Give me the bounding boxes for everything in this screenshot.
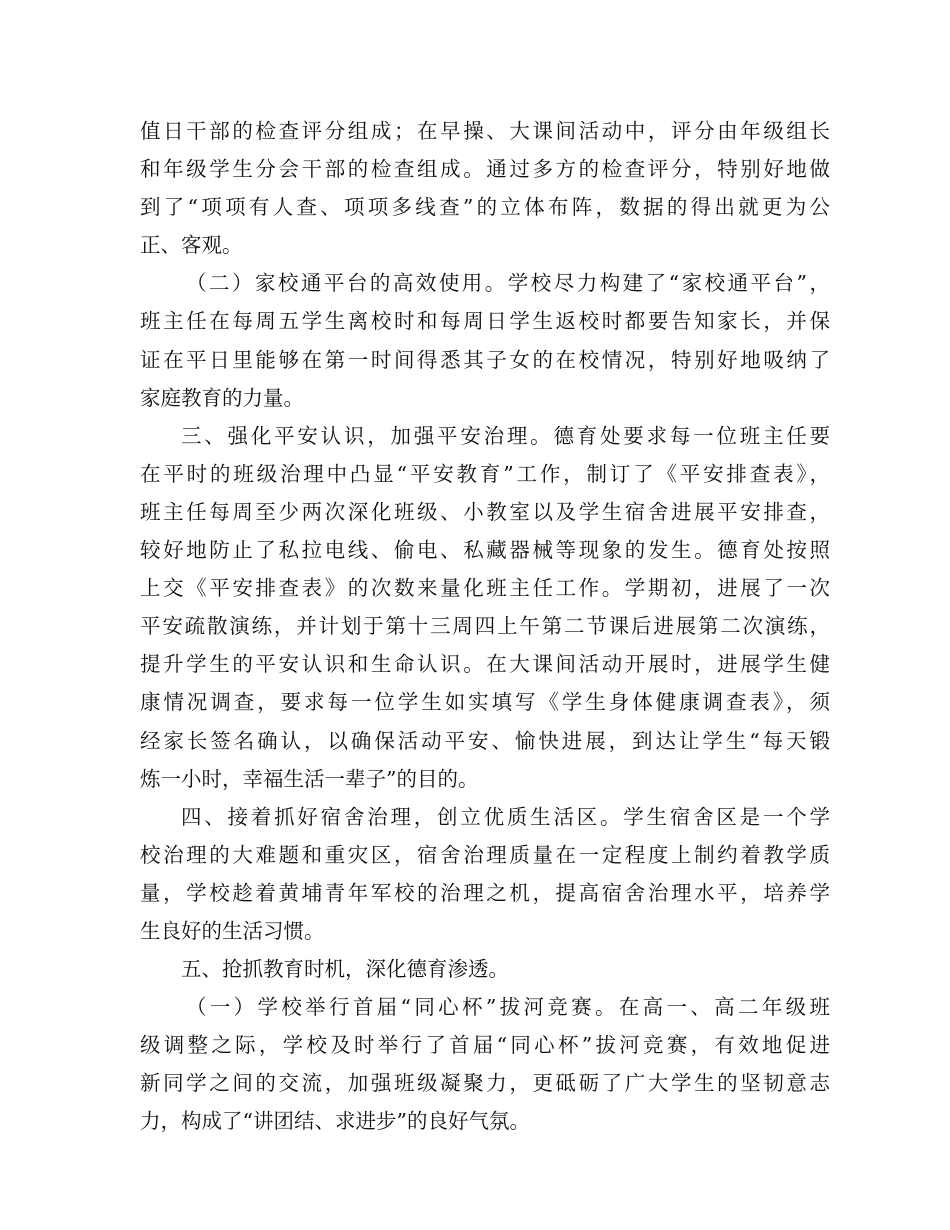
text-line: 值日干部的检查评分组成；在早操、大课间活动中，评分由年级组长 — [140, 119, 830, 143]
text-line: 新同学之间的交流，加强班级凝聚力，更砥砺了广大学生的坚韧意志 — [140, 1071, 830, 1096]
text-line: 到了“项项有人查、项项多线查”的立体布阵，数据的得出就更为公 — [140, 195, 830, 220]
text-line: 家庭教育的力量。 — [140, 385, 304, 410]
text-line: （二）家校通平台的高效使用。学校尽力构建了“家校通平台”， — [186, 271, 830, 296]
text-line: 生良好的生活习惯。 — [140, 918, 325, 943]
text-line: 上交《平安排查表》的次数来量化班主任工作。学期初，进展了一次 — [140, 576, 830, 601]
text-line: 校治理的大难题和重灾区，宿舍治理质量在一定程度上制约着教学质 — [140, 842, 830, 867]
text-line: 康情况调查，要求每一位学生如实填写《学生身体健康调查表》，须 — [140, 690, 830, 715]
text-line: 量，学校趁着黄埔青年军校的治理之机，提高宿舍治理水平，培养学 — [140, 880, 830, 905]
text-line: 经家长签名确认，以确保活动平安、愉快进展，到达让学生“每天锻 — [140, 728, 830, 753]
text-line: 级调整之际，学校及时举行了首届“同心杯”拔河竞赛，有效地促进 — [140, 1033, 830, 1058]
text-line: 和年级学生分会干部的检查组成。通过多方的检查评分，特别好地做 — [140, 157, 830, 182]
paragraph-p5 — [140, 950, 830, 988]
paragraph-p2 — [140, 264, 830, 416]
text-line: 平安疏散演练，并计划于第十三周四上午第二节课后进展第二次演练， — [140, 614, 830, 639]
text-line: 较好地防止了私拉电线、偷电、私藏器械等现象的发生。德育处按照 — [140, 538, 830, 563]
text-line: （一）学校举行首届“同心杯”拔河竞赛。在高一、高二年级班 — [186, 995, 830, 1020]
paragraph-p3 — [140, 417, 830, 798]
text-line: 五、抢抓教育时机，深化德育渗透。 — [181, 957, 509, 982]
paragraph-p4 — [140, 798, 830, 950]
text-line: 四、接着抓好宿舍治理，创立优质生活区。学生宿舍区是一个学 — [181, 804, 830, 829]
text-line: 力，构成了“讲团结、求进步”的良好气氛。 — [140, 1109, 530, 1134]
text-line: 在平时的班级治理中凸显“平安教育”工作，制订了《平安排查表》， — [140, 461, 830, 486]
text-line: 炼一小时，幸福生活一辈子”的目的。 — [140, 766, 479, 791]
text-line: 提升学生的平安认识和生命认识。在大课间活动开展时，进展学生健 — [140, 652, 830, 677]
paragraph-p6 — [140, 988, 830, 1140]
text-line: 三、强化平安认识，加强平安治理。德育处要求每一位班主任要 — [181, 423, 830, 448]
text-line: 班主任每周至少两次深化班级、小教室以及学生宿舍进展平安排查， — [140, 499, 830, 524]
text-line: 正、客观。 — [140, 233, 243, 258]
paragraph-p1 — [140, 112, 830, 264]
document-body — [140, 112, 830, 1141]
text-line: 证在平日里能够在第一时间得悉其子女的在校情况，特别好地吸纳了 — [140, 347, 830, 372]
text-line: 班主任在每周五学生离校时和每周日学生返校时都要告知家长，并保 — [140, 309, 830, 334]
